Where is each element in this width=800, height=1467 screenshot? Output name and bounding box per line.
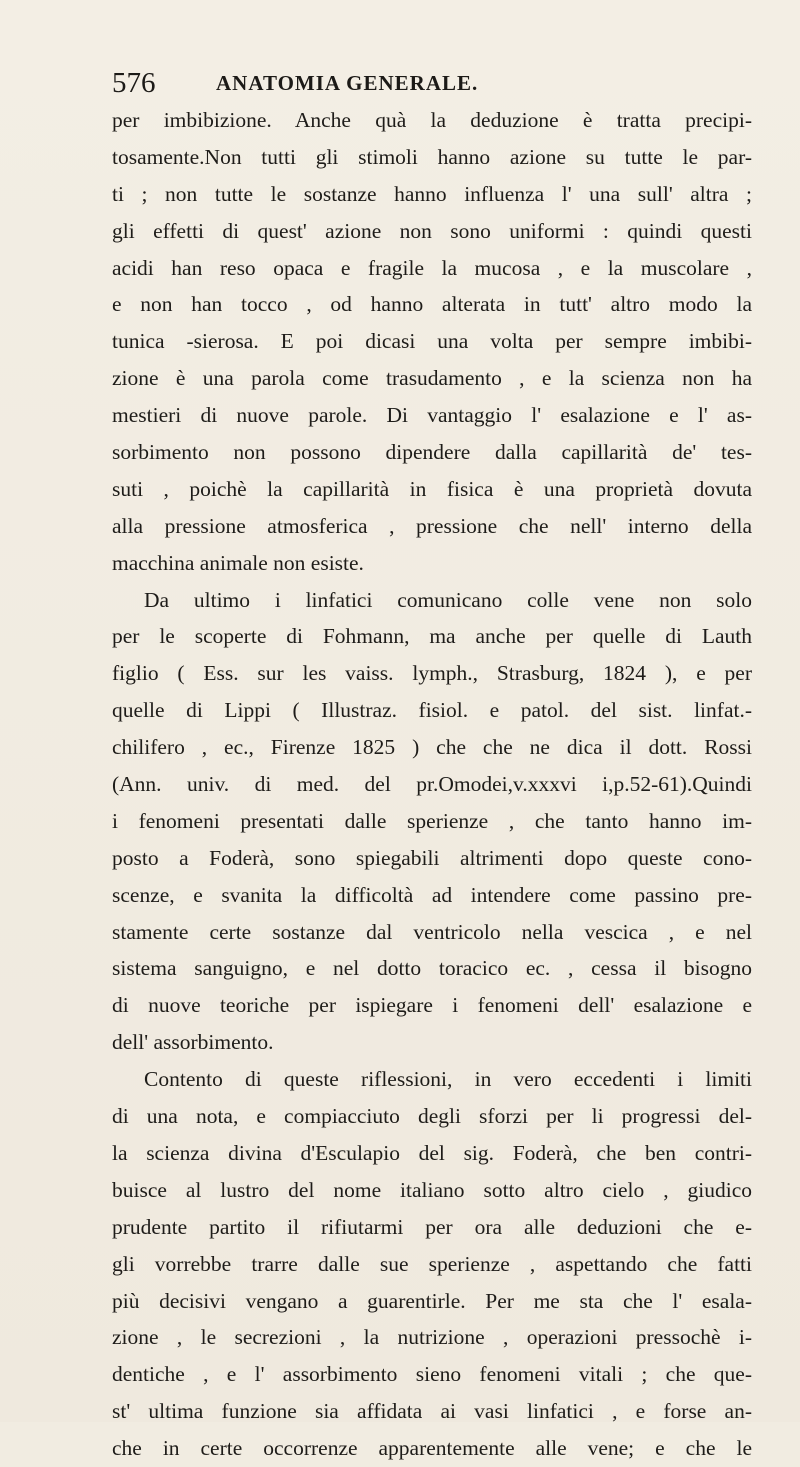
- paragraph-start-line: Contento di queste riflessioni, in vero eccedenti i limiti: [144, 1067, 752, 1092]
- text-line: per imbibizione. Anche quà la deduzione è tratta precipi-: [112, 108, 752, 132]
- text-line: dentiche , e l' assorbimento sieno fenomeni vitali ; che que-: [112, 1362, 752, 1387]
- page-header: [112, 63, 752, 103]
- text-line: e non han tocco , od hanno alterata in tutt' altro modo la: [112, 292, 752, 317]
- text-line: ti ; non tutte le sostanze hanno influenza l' una sull' altra ;: [112, 181, 752, 206]
- text-line: prudente partito il rifiutarmi per ora alle deduzioni che e-: [112, 1214, 752, 1239]
- text-line: i fenomeni presentati dalle sperienze , che tanto hanno im-: [112, 808, 752, 833]
- text-line: buisce al lustro del nome italiano sotto altro cielo , giudico: [112, 1177, 752, 1202]
- text-line: posto a Foderà, sono spiegabili altrimenti dopo queste cono-: [112, 845, 752, 870]
- text-line: più decisivi vengano a guarentirle. Per me sta che l' esala-: [112, 1288, 752, 1313]
- text-line: alla pressione atmosferica , pressione che nell' interno della: [112, 513, 752, 538]
- text-line: (Ann. univ. di med. del pr.Omodei,v.xxxvi i,p.52-61).Quindi: [112, 772, 752, 797]
- paragraph-start-line: Da ultimo i linfatici comunicano colle vene non solo: [144, 587, 752, 612]
- paragraph-end-line: dell' assorbimento.: [112, 1030, 274, 1055]
- text-line: stamente certe sostanze dal ventricolo nella vescica , e nel: [112, 919, 752, 944]
- text-line: chilifero , ec., Firenze 1825 ) che che ne dica il dott. Rossi: [112, 735, 752, 760]
- text-line: per le scoperte di Fohmann, ma anche per quelle di Lauth: [112, 624, 752, 649]
- text-line: quelle di Lippi ( Illustraz. fisiol. e patol. del sist. linfat.-: [112, 698, 752, 723]
- text-line: gli vorrebbe trarre dalle sue sperienze , aspettando che fatti: [112, 1251, 752, 1276]
- text-line: acidi han reso opaca e fragile la mucosa , e la muscolare ,: [112, 255, 752, 280]
- text-line: che in certe occorrenze apparentemente alle vene; e che le: [112, 1436, 752, 1461]
- text-line: suti , poichè la capillarità in fisica è una proprietà dovuta: [112, 476, 752, 501]
- text-line: sistema sanguigno, e nel dotto toracico ec. , cessa il bisogno: [112, 956, 752, 981]
- text-line: mestieri di nuove parole. Di vantaggio l' esalazione e l' as-: [112, 403, 752, 428]
- text-line: st' ultima funzione sia affidata ai vasi linfatici , e forse an-: [112, 1399, 752, 1424]
- running-head: ANATOMIA GENERALE.: [216, 71, 479, 95]
- text-line: figlio ( Ess. sur les vaiss. lymph., Strasburg, 1824 ), e per: [112, 661, 752, 686]
- text-line: di nuove teoriche per ispiegare i fenomeni dell' esalazione e: [112, 993, 752, 1018]
- text-line: tunica -sierosa. E poi dicasi una volta per sempre imbibi-: [112, 329, 752, 354]
- text-line: sorbimento non possono dipendere dalla capillarità de' tes-: [112, 440, 752, 465]
- text-line: zione , le secrezioni , la nutrizione , operazioni pressochè i-: [112, 1325, 752, 1350]
- text-line: gli effetti di quest' azione non sono uniformi : quindi questi: [112, 218, 752, 243]
- text-line: di una nota, e compiacciuto degli sforzi per li progressi del-: [112, 1104, 752, 1129]
- body-text: [112, 102, 752, 1467]
- page-number: 576: [112, 67, 156, 99]
- text-line: scenze, e svanita la difficoltà ad intendere come passino pre-: [112, 882, 752, 907]
- text-line: la scienza divina d'Esculapio del sig. Foderà, che ben contri-: [112, 1140, 752, 1165]
- text-line: zione è una parola come trasudamento , e la scienza non ha: [112, 366, 752, 391]
- text-line: tosamente.Non tutti gli stimoli hanno azione su tutte le par-: [112, 144, 752, 169]
- paragraph-end-line: macchina animale non esiste.: [112, 550, 364, 575]
